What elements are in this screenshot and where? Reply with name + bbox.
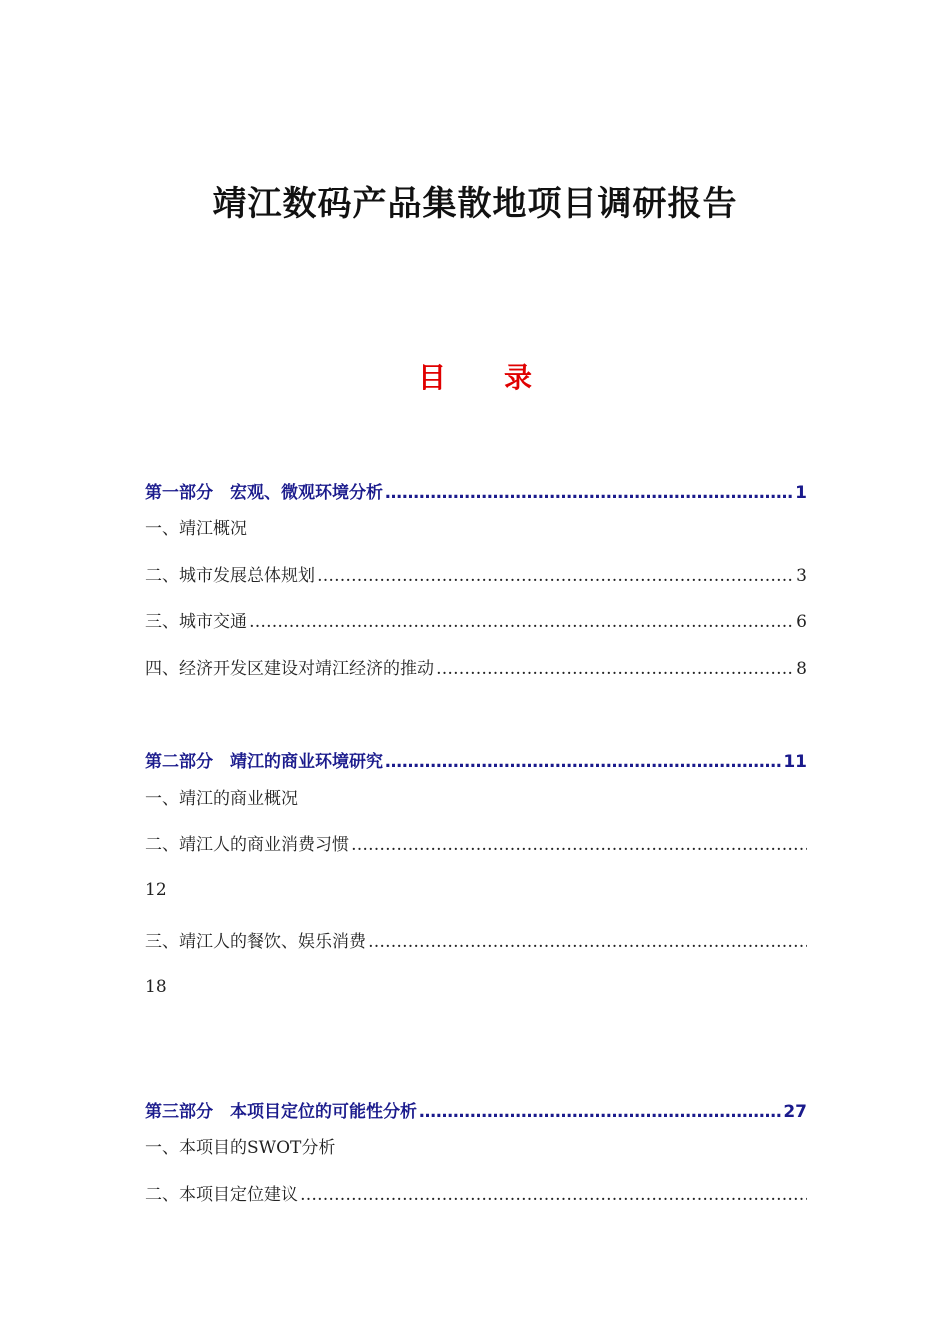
- toc-section-title: 第三部分 本项目定位的可能性分析: [145, 1102, 417, 1122]
- toc-section-3[interactable]: [145, 1097, 807, 1123]
- toc-section-title: 第二部分 靖江的商业环境研究: [145, 752, 383, 772]
- toc-item-1-2[interactable]: [145, 561, 807, 587]
- toc-item-1-1[interactable]: [145, 514, 807, 540]
- toc-item-title: 一、靖江的商业概况: [145, 789, 298, 809]
- toc-item-3-2[interactable]: [145, 1180, 807, 1206]
- toc-item-title: 四、经济开发区建设对靖江经济的推动: [145, 659, 434, 679]
- toc-item-3-1[interactable]: [145, 1133, 807, 1159]
- dot-leader: [385, 752, 781, 772]
- toc-page-number: 11: [783, 752, 807, 772]
- dot-leader: [351, 835, 807, 855]
- toc-page-number: 6: [796, 612, 807, 632]
- toc-item-title: 一、靖江概况: [145, 519, 247, 539]
- dot-leader: [385, 483, 793, 503]
- toc-item-title: 一、本项目的SWOT分析: [145, 1138, 336, 1158]
- toc-item-1-4[interactable]: [145, 654, 807, 680]
- dot-leader: [249, 612, 794, 632]
- dot-leader: [419, 1102, 781, 1122]
- toc-item-title: 三、城市交通: [145, 612, 247, 632]
- toc-item-2-1[interactable]: [145, 784, 807, 810]
- dot-leader: [368, 932, 807, 952]
- document-title: 靖江数码产品集散地项目调研报告: [212, 184, 738, 224]
- toc-item-title: 三、靖江人的餐饮、娱乐消费: [145, 932, 366, 952]
- toc-item-title: 二、本项目定位建议: [145, 1185, 298, 1205]
- toc-page-number: 3: [796, 566, 807, 586]
- toc-item-2-2[interactable]: [145, 830, 807, 856]
- dot-leader: [317, 566, 794, 586]
- toc-item-title: 二、城市发展总体规划: [145, 566, 315, 586]
- toc-item-title: 二、靖江人的商业消费习惯: [145, 835, 349, 855]
- toc-section-title: 第一部分 宏观、微观环境分析: [145, 483, 383, 503]
- toc-section-1[interactable]: [145, 478, 807, 504]
- toc-item-2-3[interactable]: [145, 927, 807, 953]
- toc-section-2[interactable]: [145, 747, 807, 773]
- toc-page-number: 27: [783, 1102, 807, 1122]
- toc-page-number: 18: [145, 977, 167, 997]
- dot-leader: [436, 659, 794, 679]
- toc-heading: 目录: [417, 361, 590, 394]
- toc-page-number: 12: [145, 880, 167, 900]
- toc-page-number: 8: [796, 659, 807, 679]
- dot-leader: [300, 1185, 807, 1205]
- toc-item-1-3[interactable]: [145, 607, 807, 633]
- toc-page-number: 1: [795, 483, 807, 503]
